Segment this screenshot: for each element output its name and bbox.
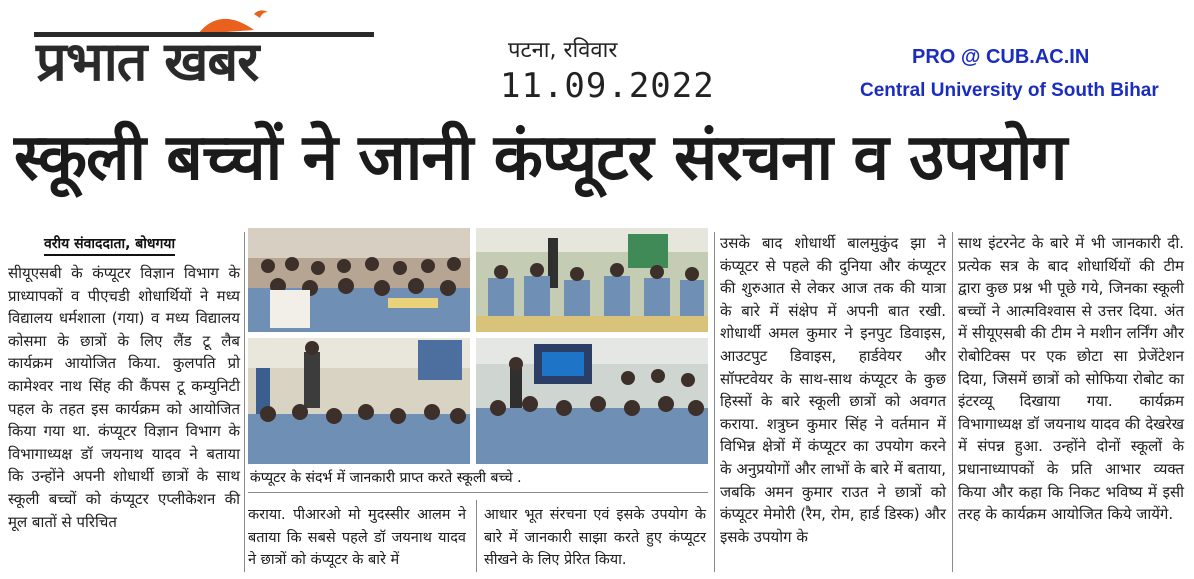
- article-headline: स्कूली बच्चों ने जानी कंप्यूटर संरचना व उपयोग: [14, 121, 1067, 195]
- edition-date: 11.09.2022: [500, 66, 715, 106]
- column-divider: [244, 232, 245, 572]
- pro-email: PRO @ CUB.AC.IN: [912, 46, 1090, 68]
- classroom-photo-illustration: [248, 228, 708, 464]
- article-column-2b: आधार भूत संरचना एवं इसके उपयोग के बारे में जानकारी साझा करते हुए कंप्यूटर सीखने के लिए प्रेरित किया.: [484, 507, 706, 569]
- article-column-2a: कराया. पीआरओ मो मुदस्सीर आलम ने बताया कि सबसे पहले डॉ जयनाथ यादव ने छात्रों को कंप्यूटर के बारे में: [248, 507, 466, 569]
- column-divider: [476, 500, 477, 572]
- edition-place-day: पटना, रविवार: [508, 38, 618, 63]
- article-column-1: सीयूएसबी के कंप्यूटर विज्ञान विभाग के प्राध्यापकों व पीएचडी शोधार्थियों ने मध्य विद्यालय धर्मशाला (गया) व मध्य विद्यालय कोसमा के छात्रों के लिए लैंड टू लैब कार्यक्रम आयोजित किया. कुलपति प्रो कामेश्वर नाथ सिंह की कैंपस टू कम्युनिटी पहल के तहत इस कार्यक्रम को आयोजित किया गया था. कंप्यूटर विज्ञान विभाग के विभागाध्यक्ष डॉ जयनाथ यादव ने बताया कि उन्होंने अपनी शोधार्थी छात्रों के साथ स्कूली बच्चों को कंप्यूटर एप्लीकेशन की मूल बातों से परिचित: [8, 264, 240, 531]
- article-column-3: उसके बाद शोधार्थी बालमुकुंद झा ने कंप्यूटर से पहले की दुनिया और कंप्यूटर की शुरुआत से लेकर आज तक की यात्रा के बारे में संक्षेप में अपनी बात रखी. शोधार्थी अमल कुमार ने इनपुट डिवाइस, आउटपुट डिवाइस, हार्डवेयर और सॉफ्टवेयर के साथ-साथ कंप्यूटर के कुछ हिस्सों के बारे स्कूली छात्रों को अवगत कराया. शत्रुघ्न कुमार सिंह ने वर्तमान में विभिन्न क्षेत्रों में कंप्यूटर का उपयोग करने के अनुप्रयोगों और लाभों के बारे में बताया, जबकि अमन कुमार राउत ने छात्रों को कंप्यूटर मेमोरी (रैम, रोम, हार्ड डिस्क) और इसके उपयोग के: [720, 234, 946, 546]
- column-divider: [714, 232, 715, 572]
- photo-caption: कंप्यूटर के संदर्भ में जानकारी प्राप्त करते स्कूली बच्चे .: [250, 470, 522, 486]
- caption-divider: [248, 492, 708, 493]
- newspaper-name: प्रभात खबर: [36, 30, 259, 93]
- logo-bird-icon: [254, 10, 268, 18]
- university-name: Central University of South Bihar: [860, 80, 1159, 101]
- article-photo: [248, 228, 708, 464]
- article-byline: वरीय संवाददाता, बोधगया: [44, 234, 175, 256]
- column-divider: [952, 232, 953, 572]
- article-column-4: साथ इंटरनेट के बारे में भी जानकारी दी. प्रत्येक सत्र के बाद शोधार्थियों की टीम द्वारा कुछ प्रश्न भी पूछे गये, जिनका स्कूली बच्चों ने आत्मविश्वास से उत्तर दिया. अंत में सीयूएसबी की टीम ने मशीन लर्निंग और रोबोटिक्स पर एक छोटा सा प्रेजेंटेशन दिया, जिसमें छात्रों को सोफिया रोबोट का इंटरव्यू दिखाया गया. कार्यक्रम विभागाध्यक्ष डॉ जयनाथ यादव की देखरेख में संपन्न हुआ. उन्होंने दोनों स्कूलों के प्रधानाध्यापकों के प्रति आभार व्यक्त किया और कहा कि निकट भविष्य में इसी तरह के कार्यक्रम आयोजित किये जायेंगे.: [958, 234, 1184, 524]
